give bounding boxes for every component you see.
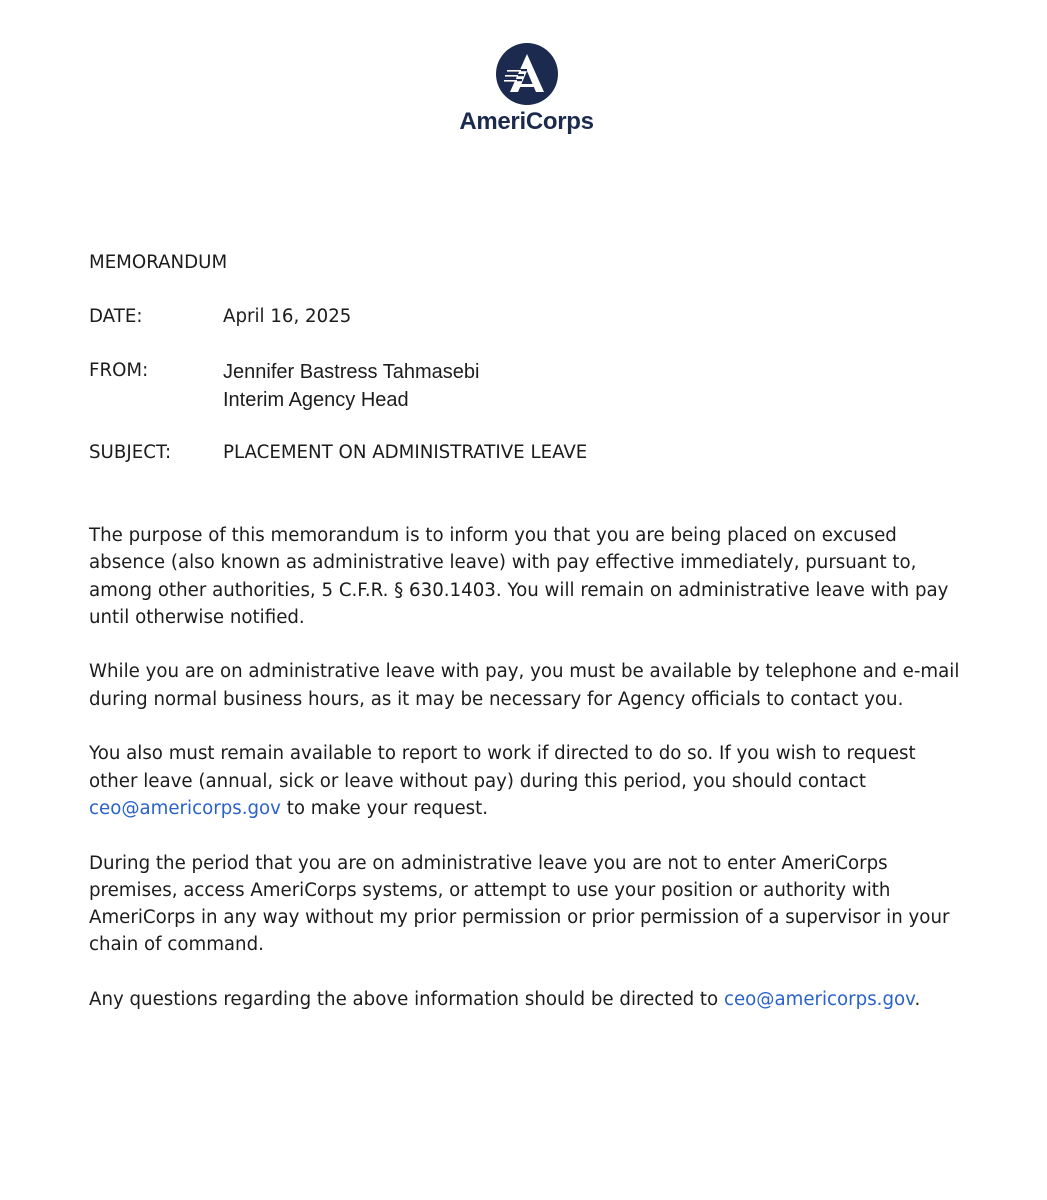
paragraph-questions-tail: . [914,989,921,1011]
from-label: FROM: [89,360,149,381]
memo-title: MEMORANDUM [89,252,228,273]
paragraph-restrictions: During the period that you are on administrative leave you are not to enter AmeriCorps premises, access AmeriCorps systems, or attempt to use your position or authority with AmeriCorps in any way without my prior permission or prior permission of a supervisor in your chain of command. [89,852,950,956]
brand-name: AmeriCorps [459,108,594,135]
date-label: DATE: [89,306,143,327]
paragraph-purpose: The purpose of this memorandum is to inform you that you are being placed on excused absence (also known as administrative leave) with pay effective immediately, pursuant to, among other authorities, 5 C.F.R. § 630.1403. You will remain on administrative leave with pay until otherwise notified. [89,525,949,628]
paragraph-leave-request [89,740,961,822]
from-name: Jennifer Bastress Tahmasebi [223,361,480,383]
agency-logo [0,42,1047,136]
paragraph-questions-text: Any questions regarding the above information should be directed to [89,989,724,1011]
paragraph-leave-request-text: You also must remain available to report to work if directed to do so. If you wish to request other leave (annual, sick or leave without pay) during this period, you should contact [89,743,916,792]
subject-value: PLACEMENT ON ADMINISTRATIVE LEAVE [223,442,588,463]
americorps-a-icon [495,42,559,106]
memo-body [89,522,961,1041]
paragraph-questions [89,986,961,1013]
from-role: Interim Agency Head [223,389,409,411]
ceo-email-link[interactable]: ceo@americorps.gov [89,797,281,819]
paragraph-leave-request-tail: to make your request. [280,797,489,819]
subject-label: SUBJECT: [89,442,172,463]
paragraph-availability: While you are on administrative leave with pay, you must be available by telephone and e-mail during normal business hours, as it may be necessary for Agency officials to contact you. [89,661,960,710]
date-value: April 16, 2025 [223,306,352,327]
ceo-email-link-2[interactable]: ceo@americorps.gov [723,989,915,1011]
